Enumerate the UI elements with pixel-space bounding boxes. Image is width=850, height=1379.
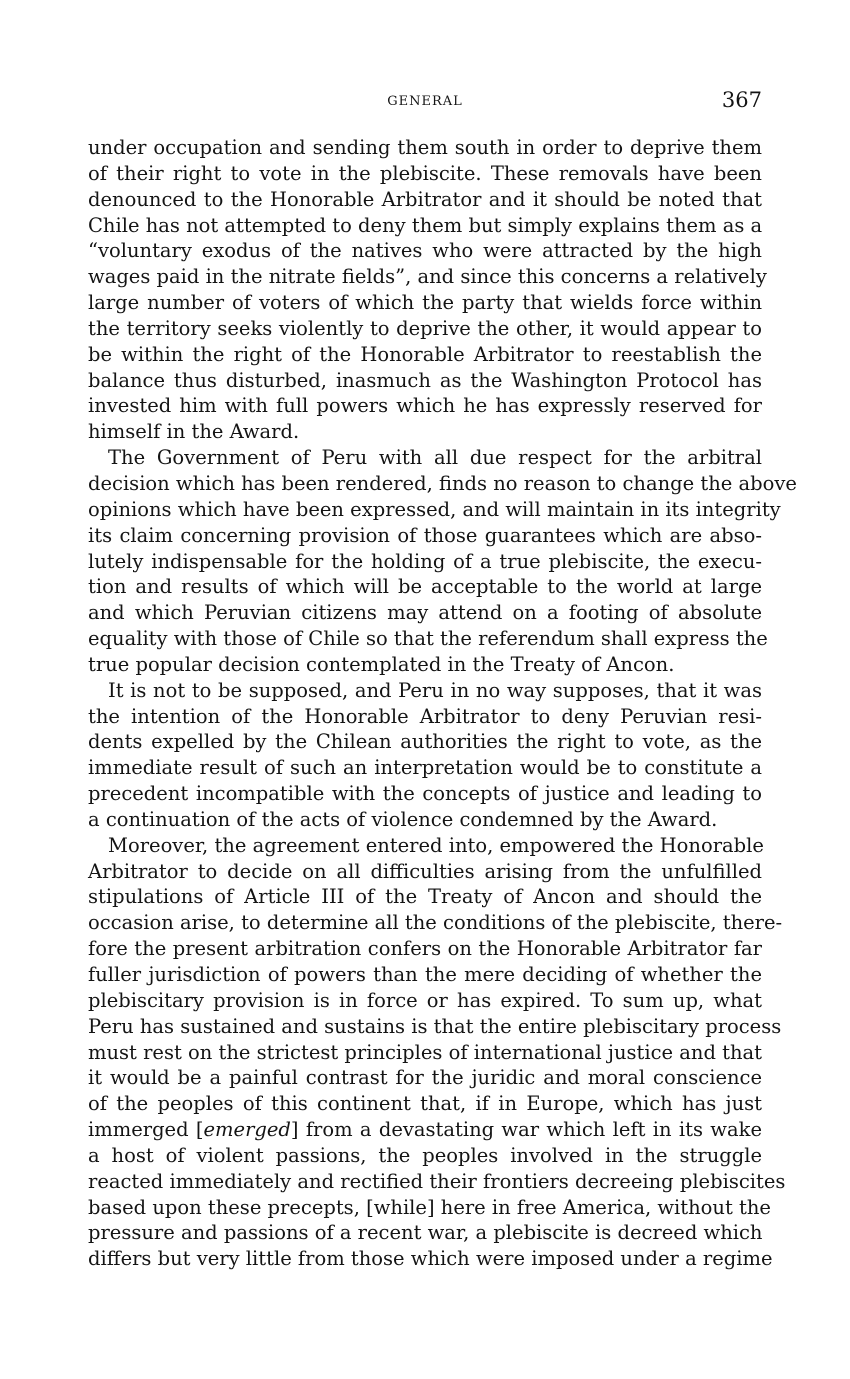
text-line: fore the present arbitration confers on the Honorable Arbitrator far: [88, 937, 762, 961]
text-line: of their right to vote in the plebiscite. These removals have been: [88, 161, 762, 185]
text-line: himself in the Award.: [88, 420, 300, 444]
text-line: reacted immediately and rectified their frontiers decreeing plebiscites: [88, 1169, 786, 1193]
text-line: Moreover, the agreement entered into, empowered the Honorable: [108, 833, 764, 857]
text-line: precedent incompatible with the concepts of justice and leading to: [88, 782, 762, 806]
text-line: large number of voters of which the party that wields force within: [88, 291, 762, 315]
text-line: of the peoples of this continent that, if in Europe, which has just: [88, 1092, 762, 1116]
text-line: It is not to be supposed, and Peru in no way supposes, that it was: [108, 678, 762, 702]
page-number: 367: [721, 88, 762, 112]
text-line: The Government of Peru with all due respect for the arbitral: [108, 446, 762, 470]
text-line: and which Peruvian citizens may attend on a footing of absolute: [88, 601, 762, 625]
text-line: balance thus disturbed, inasmuch as the Washington Protocol has: [88, 368, 762, 392]
text-line: must rest on the strictest principles of international justice and that: [88, 1040, 762, 1064]
text-line: the territory seeks violently to deprive the other, it would appear to: [88, 316, 762, 340]
text-line: opinions which have been expressed, and will maintain in its integrity: [88, 497, 781, 521]
text-line: plebiscitary provision is in force or has expired. To sum up, what: [88, 988, 762, 1012]
text-line: be within the right of the Honorable Arbitrator to reestablish the: [88, 342, 762, 366]
text-line: Arbitrator to decide on all difficulties arising from the unfulfilled: [88, 859, 762, 883]
text-line: under occupation and sending them south in order to deprive them: [88, 136, 762, 159]
text-line: the intention of the Honorable Arbitrator to deny Peruvian resi-: [88, 704, 762, 728]
body-text: [88, 135, 797, 1272]
text-line: denounced to the Honorable Arbitrator and it should be noted that: [88, 187, 762, 211]
text-line: true popular decision contemplated in the Treaty of Ancon.: [88, 652, 675, 676]
text-line: “voluntary exodus of the natives who were attracted by the high: [88, 239, 762, 263]
paragraph: [88, 833, 786, 1272]
text-line: occasion arise, to determine all the conditions of the plebiscite, there-: [88, 911, 783, 935]
text-line: decision which has been rendered, finds no reason to change the above: [88, 471, 797, 495]
running-title: GENERAL: [387, 94, 463, 109]
text-line: tion and results of which will be acceptable to the world at large: [88, 575, 762, 599]
text-line: dents expelled by the Chilean authorities the right to vote, as the: [88, 730, 762, 754]
text-line: a continuation of the acts of violence condemned by the Award.: [88, 807, 718, 831]
paragraph: [88, 135, 767, 445]
paragraph: [88, 678, 762, 833]
text-line: wages paid in the nitrate fields”, and since this concerns a relatively: [88, 265, 767, 289]
text-line: Peru has sustained and sustains is that the entire plebiscitary process: [88, 1014, 782, 1038]
text-line: immediate result of such an interpretation would be to constitute a: [88, 756, 762, 780]
text-line: invested him with full powers which he has expressly reserved for: [88, 394, 762, 418]
text-line: pressure and passions of a recent war, a plebiscite is decreed which: [88, 1221, 763, 1245]
text-line: fuller jurisdiction of powers than the mere deciding of whether the: [88, 963, 762, 986]
running-head: [88, 88, 762, 118]
text-line: Chile has not attempted to deny them but simply explains them as a: [88, 213, 763, 237]
text-line: lutely indispensable for the holding of a true plebiscite, the execu-: [88, 549, 762, 573]
text-line: it would be a painful contrast for the juridic and moral conscience: [88, 1066, 762, 1090]
paragraph: [88, 445, 797, 678]
text-line: differs but very little from those which were imposed under a regime: [88, 1247, 773, 1271]
text-line: a host of violent passions, the peoples involved in the struggle: [88, 1143, 762, 1167]
text-line: its claim concerning provision of those guarantees which are abso-: [88, 523, 762, 547]
text-line: equality with those of Chile so that the referendum shall express the: [88, 627, 768, 651]
text-line: stipulations of Article III of the Treaty of Ancon and should the: [88, 885, 762, 909]
text-line: immerged [emerged] from a devastating war which left in its wake: [88, 1118, 762, 1142]
text-line: based upon these precepts, [while] here in free America, without the: [88, 1195, 771, 1219]
